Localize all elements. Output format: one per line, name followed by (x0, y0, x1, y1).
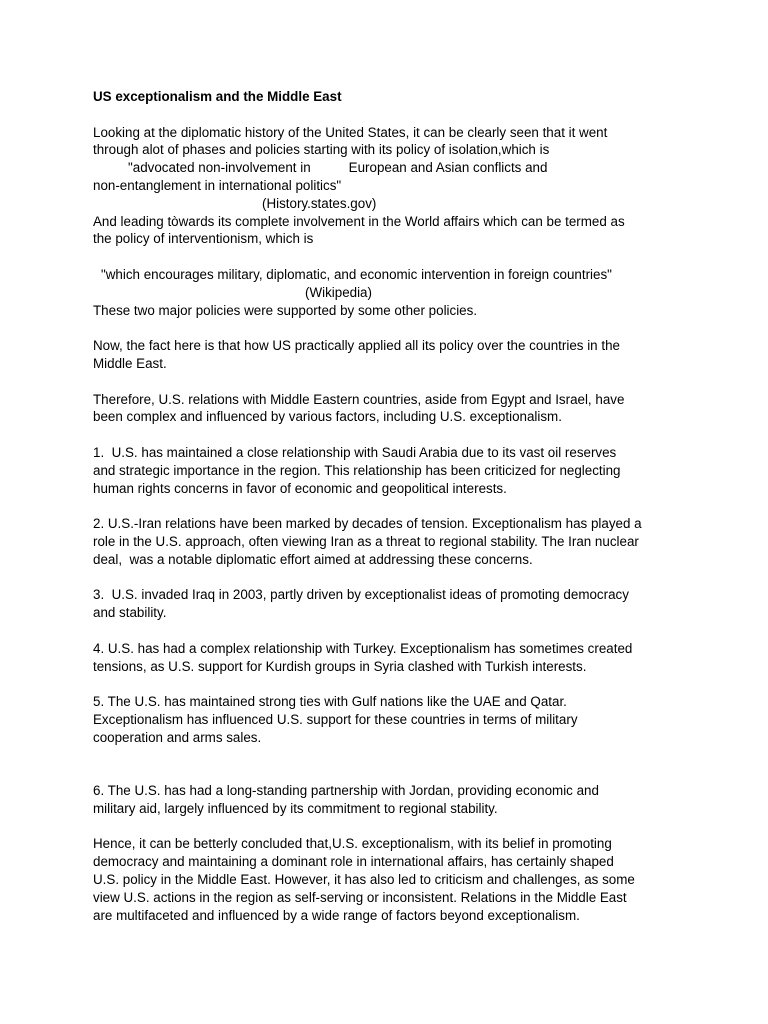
blank-line (93, 818, 683, 836)
blank-line (93, 319, 683, 337)
text-line: 2. U.S.-Iran relations have been marked by decades of tension. Exceptionalism has played a (93, 516, 642, 532)
quote-text: European and Asian conflicts and (348, 160, 548, 176)
text-line: tensions, as U.S. support for Kurdish groups in Syria clashed with Turkish interests. (93, 658, 587, 674)
blank-line (93, 569, 683, 587)
citation: (History.states.gov) (262, 195, 377, 211)
text-line: are multifaceted and influenced by a wide range of factors beyond exceptionalism. (93, 907, 580, 923)
text-line: role in the U.S. approach, often viewing Iran as a threat to regional stability. The Iran nuclear (93, 533, 639, 549)
text-line: 4. U.S. has had a complex relationship with Turkey. Exceptionalism has sometimes created (93, 640, 633, 656)
blank-line (93, 106, 683, 124)
citation: (Wikipedia) (305, 284, 372, 300)
paragraph-therefore (93, 391, 683, 427)
text-line: through alot of phases and policies starting with its policy of isolation,which is (93, 142, 550, 158)
text-line: and strategic importance in the region. This relationship has been criticized for neglecting (93, 462, 621, 478)
blank-line (93, 426, 683, 444)
blank-line (93, 373, 683, 391)
text-line: 6. The U.S. has had a long-standing partnership with Jordan, providing economic and (93, 783, 599, 799)
text-line: Hence, it can be betterly concluded that,U.S. exceptionalism, with its belief in promoting (93, 836, 612, 852)
blank-line (93, 497, 683, 515)
point-3 (93, 586, 683, 622)
document-page (93, 88, 683, 924)
text-line: Middle East. (93, 355, 167, 371)
text-line: And leading tòwards its complete involvement in the World affairs which can be termed as (93, 213, 625, 229)
text-line: U.S. policy in the Middle East. However, it has also led to criticism and challenges, as some (93, 872, 635, 888)
text-line: 3. U.S. invaded Iraq in 2003, partly driven by exceptionalist ideas of promoting democracy (93, 587, 629, 603)
quote-text: "advocated non-involvement in (128, 160, 311, 176)
blank-line (93, 248, 683, 266)
quote-line (93, 159, 683, 177)
text-line: the policy of interventionism, which is (93, 231, 314, 247)
text-line: Looking at the diplomatic history of the United States, it can be clearly seen that it went (93, 124, 608, 140)
point-2 (93, 515, 683, 568)
document-title: US exceptionalism and the Middle East (93, 89, 342, 104)
point-4 (93, 640, 683, 676)
text-line: human rights concerns in favor of economic and geopolitical interests. (93, 480, 507, 496)
text-line: 1. U.S. has maintained a close relationship with Saudi Arabia due to its vast oil reserves (93, 444, 617, 460)
blank-lines (93, 746, 683, 782)
quote-line: "which encourages military, diplomatic, and economic intervention in foreign countries" (101, 266, 612, 282)
conclusion-paragraph (93, 835, 683, 924)
paragraph-fact (93, 337, 683, 373)
text-line: These two major policies were supported by some other policies. (93, 302, 478, 318)
text-line: Therefore, U.S. relations with Middle Eastern countries, aside from Egypt and Israel, have (93, 391, 625, 407)
point-5 (93, 693, 683, 746)
blank-line (93, 622, 683, 640)
intro-paragraph (93, 124, 683, 320)
blank-line (93, 675, 683, 693)
text-line: and stability. (93, 605, 167, 621)
point-1 (93, 444, 683, 497)
quote-line: non-entanglement in international politics" (93, 177, 342, 193)
text-line: deal, was a notable diplomatic effort aimed at addressing these concerns. (93, 551, 533, 567)
text-line: 5. The U.S. has maintained strong ties with Gulf nations like the UAE and Qatar. (93, 694, 567, 710)
text-line: democracy and maintaining a dominant role in international affairs, has certainly shaped (93, 854, 614, 870)
text-line: been complex and influenced by various factors, including U.S. exceptionalism. (93, 409, 562, 425)
text-line: Now, the fact here is that how US practically applied all its policy over the countries in the (93, 338, 620, 354)
text-line: view U.S. actions in the region as self-serving or inconsistent. Relations in the Middle East (93, 889, 627, 905)
point-6 (93, 782, 683, 818)
text-line: military aid, largely influenced by its commitment to regional stability. (93, 800, 498, 816)
text-line: Exceptionalism has influenced U.S. support for these countries in terms of military (93, 711, 578, 727)
text-line: cooperation and arms sales. (93, 729, 262, 745)
